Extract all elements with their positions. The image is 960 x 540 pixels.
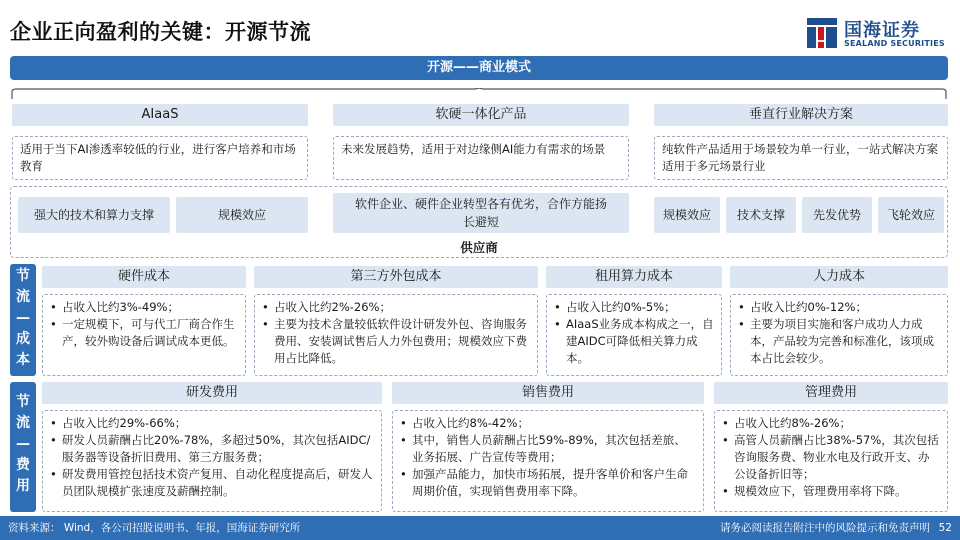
company-logo: [806, 14, 946, 56]
model-header-aiaas: AIaaS: [12, 104, 308, 126]
list-item: • 研发人员薪酬占比20%-78%，多超过50%，其次包括AIDC/服务器等设备折旧费用、第三方服务费；: [50, 432, 374, 466]
side-cost-char: 节: [16, 268, 30, 284]
expense-detail-sales: [392, 410, 704, 512]
page-number: 52: [938, 522, 952, 534]
list-item: • 主要为项目实施和客户成功人力成本，产品较为完善和标准化，该项成本占比会较少。: [738, 316, 940, 367]
expense-header-sales: 销售费用: [392, 382, 704, 404]
list-item: • 占收入比约3%-49%；: [50, 299, 238, 316]
list-item: • 占收入比约8%-42%；: [400, 415, 696, 432]
source-note: 资料来源： Wind，各公司招股说明书、年报，国海证券研究所: [8, 522, 301, 534]
logo-name-cn: 国海证券: [844, 20, 920, 41]
list-item: • 占收入比约29%-66%；: [50, 415, 374, 432]
cost-header-compute-rental: 租用算力成本: [546, 266, 722, 288]
list-item: • 主要为技术含量较低软件设计研发外包、咨询服务费用、安装调试售后人力外包费用；规模效应下费用占比降低。: [262, 316, 530, 367]
disclaimer-note: 请务必阅读报告附注中的风险提示和免责声明: [720, 522, 930, 534]
list-item: • 占收入比约0%-5%；: [554, 299, 714, 316]
list-item: • AIaaS业务成本构成之一，自建AIDC可降低相关算力成本。: [554, 316, 714, 367]
side-expense-char: 流: [16, 415, 30, 431]
supplier-chip-tech: 技术支撑: [726, 197, 796, 233]
model-desc-vertical-solution: 纯软件产品适用于场景较为单一行业，一站式解决方案适用于多元场景行业: [654, 136, 948, 180]
list-item: • 高管人员薪酬占比38%-57%，其次包括咨询服务费、物业水电及行政开支、办公设备折旧等；: [722, 432, 940, 483]
cost-detail-labor: [730, 294, 948, 376]
model-header-vertical-solution: 垂直行业解决方案: [654, 104, 948, 126]
side-cost-char: 流: [16, 289, 30, 305]
expense-detail-rnd: [42, 410, 382, 512]
cost-header-labor: 人力成本: [730, 266, 948, 288]
list-item: • 一定规模下，可与代工厂商合作生产，较外购设备后调试成本更低。: [50, 316, 238, 350]
cost-detail-outsourcing: [254, 294, 538, 376]
cost-detail-hardware: [42, 294, 246, 376]
model-header-hardware-software: 软硬一体化产品: [333, 104, 629, 126]
supplier-chip-tech-compute: 强大的技术和算力支撑: [18, 197, 170, 233]
section-banner: 开源——商业模式: [10, 56, 948, 80]
model-desc-aiaas: 适用于当下AI渗透率较低的行业，进行客户培养和市场教育: [12, 136, 308, 180]
list-item: • 其中，销售人员薪酬占比59%-89%，其次包括差旅、业务拓展、广告宣传等费用；: [400, 432, 696, 466]
side-cost-char: 本: [16, 352, 30, 368]
cost-header-outsourcing: 第三方外包成本: [254, 266, 538, 288]
side-expense-char: 节: [16, 394, 30, 410]
model-desc-hardware-software: 未来发展趋势，适用于对边缘侧AI能力有需求的场景: [333, 136, 629, 180]
side-label-cost: [10, 264, 36, 376]
side-cost-char: 成: [16, 331, 30, 347]
list-item: • 占收入比约8%-26%；: [722, 415, 940, 432]
supplier-chip-first-mover: 先发优势: [802, 197, 872, 233]
logo-mark-icon: [806, 16, 838, 50]
list-item: • 占收入比约2%-26%；: [262, 299, 530, 316]
list-item: • 规模效应下，管理费用率将下降。: [722, 483, 940, 500]
supplier-chip-scale-1: 规模效应: [176, 197, 308, 233]
cost-header-hardware: 硬件成本: [42, 266, 246, 288]
supplier-chip-scale-2: 规模效应: [654, 197, 720, 233]
cost-detail-compute-rental: [546, 294, 722, 376]
expense-header-admin: 管理费用: [714, 382, 948, 404]
side-expense-char: 用: [16, 478, 30, 494]
list-item: • 加强产品能力，加快市场拓展，提升客单价和客户生命周期价值，实现销售费用率下降。: [400, 466, 696, 500]
supplier-label: 供应商: [460, 240, 498, 255]
footer-bar: [0, 516, 960, 540]
logo-name-en: SEALAND SECURITIES: [844, 39, 945, 48]
expense-detail-admin: [714, 410, 948, 512]
list-item: • 占收入比约0%-12%；: [738, 299, 940, 316]
brace-divider: [10, 88, 948, 100]
supplier-chip-cooperation: 软件企业、硬件企业转型各有优劣，合作方能扬长避短: [333, 193, 629, 233]
side-label-expense: [10, 382, 36, 512]
list-item: • 研发费用管控包括技术资产复用、自动化程度提高后，研发人员团队规模扩张速度及薪酬控制。: [50, 466, 374, 500]
supplier-chip-flywheel: 飞轮效应: [878, 197, 944, 233]
side-cost-char: —: [16, 310, 30, 326]
expense-header-rnd: 研发费用: [42, 382, 382, 404]
side-expense-char: —: [16, 436, 30, 452]
page-title: 企业正向盈利的关键：开源节流: [10, 20, 311, 44]
side-expense-char: 费: [16, 457, 30, 473]
